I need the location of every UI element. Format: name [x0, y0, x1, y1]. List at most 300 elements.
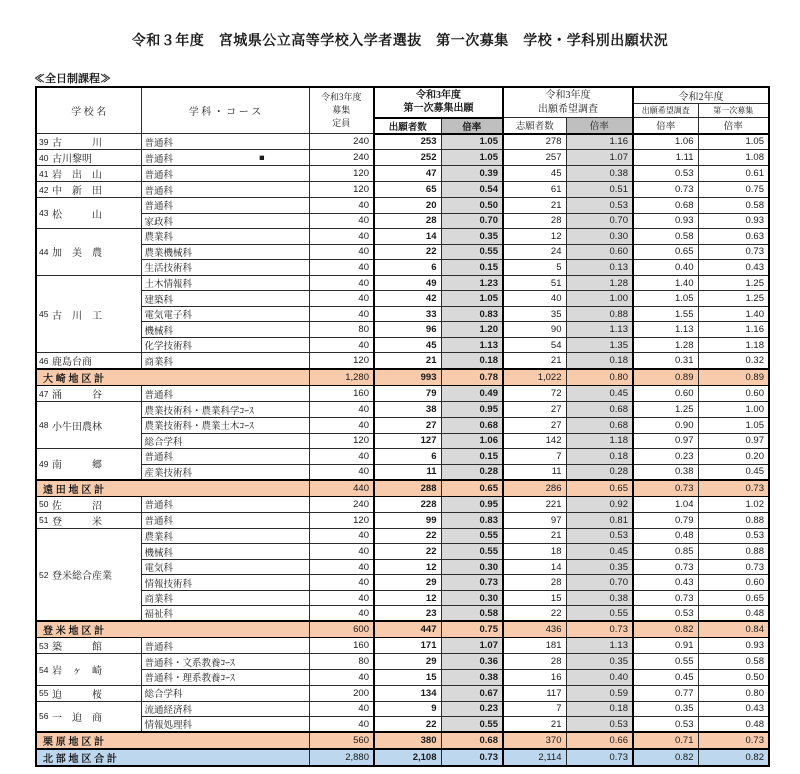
course-cell: [141, 464, 309, 480]
capacity-cell: 40: [309, 260, 374, 276]
survey-ratio-cell: 0.28: [566, 464, 633, 480]
ratio-cell: 0.35: [441, 229, 503, 245]
r2-first-ratio-cell: 0.75: [698, 182, 769, 198]
r2-first-ratio-cell: 0.63: [698, 229, 769, 245]
course-cell: [141, 575, 309, 591]
survey-ratio-cell: 0.18: [566, 449, 633, 465]
capacity-cell: 1,280: [309, 369, 374, 386]
survey-ratio-cell: 0.81: [566, 512, 633, 528]
school-name: 加 美 農: [52, 248, 102, 260]
course-name: 情報技術科: [144, 579, 193, 590]
ratio-cell: 0.49: [441, 386, 503, 402]
course-cell: [141, 433, 309, 449]
capacity-cell: 40: [309, 717, 374, 733]
survey-ratio-cell: 0.51: [566, 182, 633, 198]
school-number: 44: [39, 246, 49, 257]
applicants-cell: 22: [374, 544, 441, 560]
r2-first-ratio-cell: 0.84: [698, 621, 769, 638]
applicants-cell: 447: [374, 621, 441, 638]
survey-ratio-cell: 0.59: [566, 685, 633, 701]
ratio-cell: 1.06: [441, 433, 503, 449]
header-row-1: [36, 87, 769, 104]
applicants-cell: 11: [374, 464, 441, 480]
course-name: 化学技術科: [144, 342, 193, 353]
capacity-cell: 40: [309, 449, 374, 465]
course-name: 建築科: [144, 295, 174, 306]
table-header: [36, 87, 769, 134]
course-name: 普通科: [144, 138, 174, 149]
applicants-cell: 29: [374, 654, 441, 670]
applicants-cell: 23: [374, 606, 441, 622]
table-row: [36, 528, 769, 544]
course-name: 普通科・理系教養ｺｰｽ: [144, 674, 235, 685]
survey-ratio-cell: 1.16: [566, 134, 633, 150]
capacity-cell: 40: [309, 670, 374, 686]
course-cell: [141, 337, 309, 353]
ratio-cell: 0.95: [441, 496, 503, 512]
r2-first-ratio-cell: 0.80: [698, 685, 769, 701]
applicants-cell: 134: [374, 685, 441, 701]
survey-ratio-cell: 0.80: [566, 369, 633, 386]
r2-first-ratio-cell: 0.65: [698, 590, 769, 606]
course-cell: [141, 213, 309, 229]
survey-ratio-cell: 0.68: [566, 402, 633, 418]
table-row: [36, 306, 769, 322]
survey-cell: 221: [503, 496, 566, 512]
capacity-cell: 40: [309, 244, 374, 260]
r2-survey-ratio-cell: 0.73: [633, 480, 698, 497]
applicants-cell: 253: [374, 134, 441, 150]
course-name: 産業技術科: [144, 468, 193, 479]
survey-cell: 7: [503, 449, 566, 465]
course-name: 普通科: [144, 186, 174, 197]
table-row: [36, 464, 769, 480]
r2-first-ratio-cell: 0.73: [698, 732, 769, 749]
school-number: 55: [39, 688, 49, 699]
r2-first-ratio-cell: 1.25: [698, 275, 769, 291]
school-number: 56: [39, 711, 49, 722]
survey-cell: 16: [503, 670, 566, 686]
r2-survey-ratio-cell: 0.89: [633, 369, 698, 386]
survey-cell: 181: [503, 638, 566, 654]
r2-first-ratio-cell: 0.53: [698, 528, 769, 544]
school-cell: [36, 166, 141, 182]
survey-ratio-cell: 0.53: [566, 528, 633, 544]
survey-ratio-cell: 0.38: [566, 166, 633, 182]
course-name: 総合学科: [144, 690, 183, 701]
survey-ratio-cell: 0.45: [566, 386, 633, 402]
survey-ratio-cell: 0.70: [566, 213, 633, 229]
capacity-cell: 40: [309, 402, 374, 418]
course-cell: [141, 353, 309, 370]
school-cell: [36, 275, 141, 353]
applicants-cell: 6: [374, 449, 441, 465]
page-title: 令和３年度 宮城県公立高等学校入学者選抜 第一次募集 学校・学科別出願状況: [131, 34, 669, 49]
school-number: 47: [39, 388, 49, 399]
survey-cell: 2,114: [503, 749, 566, 766]
survey-ratio-cell: 1.35: [566, 337, 633, 353]
r2-survey-ratio-cell: 0.93: [633, 213, 698, 229]
survey-ratio-cell: 0.73: [566, 621, 633, 638]
school-cell: [36, 701, 141, 732]
school-cell: [36, 198, 141, 229]
r3-first-line1: 令和3年度: [416, 89, 461, 101]
survey-cell: 18: [503, 544, 566, 560]
survey-cell: 28: [503, 213, 566, 229]
capacity-cell: 120: [309, 182, 374, 198]
ratio-cell: 0.39: [441, 166, 503, 182]
applicants-cell: 14: [374, 229, 441, 245]
district-label: 遠 田 地 区 計: [36, 480, 309, 497]
r2-first-ratio-cell: 0.20: [698, 449, 769, 465]
applicants-cell: 22: [374, 244, 441, 260]
school-number: 54: [39, 664, 49, 675]
school-name: 登 米: [52, 516, 102, 528]
applicants-cell: 288: [374, 480, 441, 497]
school-number: 43: [39, 208, 49, 219]
course-cell: [141, 260, 309, 276]
r2-first-ratio-cell: 0.93: [698, 638, 769, 654]
ratio-cell: 0.58: [441, 606, 503, 622]
r2-first-ratio-cell: 0.43: [698, 260, 769, 276]
survey-cell: 54: [503, 337, 566, 353]
applicants-cell: 42: [374, 291, 441, 307]
table-row: [36, 260, 769, 276]
table-row: [36, 606, 769, 622]
survey-cell: 21: [503, 353, 566, 370]
survey-cell: 27: [503, 418, 566, 434]
group-header-r2: 令和2年度: [633, 87, 769, 104]
table-row: [36, 291, 769, 307]
r2-survey-ratio-cell: 1.05: [633, 291, 698, 307]
applicants-cell: 12: [374, 590, 441, 606]
course-cell: [141, 670, 309, 686]
table-row: [36, 654, 769, 670]
applicants-cell: 171: [374, 638, 441, 654]
course-name: 福祉科: [144, 610, 174, 621]
survey-cell: 27: [503, 402, 566, 418]
ratio-cell: 1.05: [441, 134, 503, 150]
applicants-cell: 127: [374, 433, 441, 449]
survey-cell: 90: [503, 322, 566, 338]
survey-cell: 11: [503, 464, 566, 480]
capacity-header-line2: 募集: [332, 105, 351, 115]
r2-survey-ratio-cell: 0.58: [633, 229, 698, 245]
applicants-cell: 252: [374, 150, 441, 166]
r2-first-ratio-cell: 0.73: [698, 480, 769, 497]
table-row: [36, 544, 769, 560]
table-row: [36, 386, 769, 402]
course-cell: [141, 512, 309, 528]
school-name: 中 新 田: [52, 186, 102, 197]
capacity-cell: 40: [309, 528, 374, 544]
survey-ratio-cell: 0.55: [566, 606, 633, 622]
r2-survey-ratio-cell: 1.13: [633, 322, 698, 338]
survey-ratio-cell: 0.38: [566, 590, 633, 606]
r2-survey-ratio-cell: 0.53: [633, 166, 698, 182]
survey-ratio-cell: 0.30: [566, 229, 633, 245]
table-row: [36, 244, 769, 260]
applicants-cell: 49: [374, 275, 441, 291]
survey-cell: 117: [503, 685, 566, 701]
course-name: 商業科: [144, 357, 174, 368]
course-cell: [141, 306, 309, 322]
capacity-cell: 240: [309, 134, 374, 150]
ratio-cell: 0.83: [441, 306, 503, 322]
r2-survey-ratio-cell: 1.28: [633, 337, 698, 353]
r2-first-ratio-cell: 0.88: [698, 544, 769, 560]
capacity-cell: 40: [309, 229, 374, 245]
survey-cell: 21: [503, 198, 566, 214]
course-name: 農業技術科・農業科学ｺｰｽ: [144, 406, 254, 417]
r2-first-ratio-cell: 0.32: [698, 353, 769, 370]
r2-first-ratio-cell: 0.93: [698, 213, 769, 229]
applicants-cell: 28: [374, 213, 441, 229]
capacity-cell: 2,880: [309, 749, 374, 766]
course-name: 総合学科: [144, 437, 183, 448]
r2-survey-ratio-cell: 1.25: [633, 402, 698, 418]
course-name: 機械科: [144, 548, 174, 559]
survey-ratio-cell: 0.92: [566, 496, 633, 512]
school-number: 41: [39, 168, 49, 179]
school-cell: [36, 402, 141, 449]
course-name: 農業機械科: [144, 248, 193, 259]
r2-survey-ratio-cell: 0.68: [633, 198, 698, 214]
r2-survey-ratio-cell: 0.73: [633, 590, 698, 606]
r2-first-ratio-cell: 0.97: [698, 433, 769, 449]
school-name: 小牛田農林: [52, 421, 102, 433]
school-number: 50: [39, 499, 49, 510]
survey-cell: 24: [503, 244, 566, 260]
r3-survey-line2: 出願希望調査: [538, 103, 598, 115]
table-row: [36, 638, 769, 654]
table-row: [36, 670, 769, 686]
applicants-cell: 380: [374, 732, 441, 749]
capacity-cell: 40: [309, 606, 374, 622]
r2-survey-ratio-cell: 0.73: [633, 182, 698, 198]
r2-first-ratio-cell: 1.25: [698, 291, 769, 307]
col-header-candidates: 志願者数: [503, 118, 566, 134]
survey-cell: 22: [503, 606, 566, 622]
applicants-cell: 12: [374, 559, 441, 575]
course-cell: [141, 559, 309, 575]
r2-first-ratio-cell: 0.43: [698, 701, 769, 717]
survey-cell: 7: [503, 701, 566, 717]
r2-first-ratio-cell: 0.48: [698, 717, 769, 733]
capacity-cell: 40: [309, 418, 374, 434]
school-number: 52: [39, 569, 49, 580]
course-name: 電気電子科: [144, 311, 193, 322]
col-header-capacity: [309, 87, 374, 134]
survey-ratio-cell: 0.66: [566, 732, 633, 749]
survey-cell: 15: [503, 590, 566, 606]
survey-cell: 257: [503, 150, 566, 166]
survey-cell: 40: [503, 291, 566, 307]
course-cell: [141, 244, 309, 260]
course-cell: [141, 322, 309, 338]
course-name: 普通科: [144, 390, 174, 401]
survey-ratio-cell: 0.35: [566, 559, 633, 575]
school-cell: [36, 229, 141, 276]
course-name: 農業技術科・農業土木ｺｰｽ: [144, 422, 254, 433]
capacity-cell: 120: [309, 433, 374, 449]
col-header-r2-survey: 出願希望調査: [633, 104, 698, 118]
table-row: [36, 701, 769, 717]
group-header-r3-first-recruitment: [374, 87, 503, 118]
ratio-cell: 0.55: [441, 244, 503, 260]
course-cell: [141, 134, 309, 150]
r3-survey-line1: 令和3年度: [545, 90, 591, 101]
school-name: 松 山: [52, 209, 102, 221]
subtotal-row: [36, 621, 769, 638]
survey-cell: 1,022: [503, 369, 566, 386]
school-name: 築 館: [52, 642, 102, 654]
survey-cell: 5: [503, 260, 566, 276]
capacity-header-line3: 定員: [332, 118, 351, 128]
table-row: [36, 685, 769, 701]
ratio-cell: 0.73: [441, 575, 503, 591]
table-row: [36, 512, 769, 528]
r3-first-line2: 第一次募集出願: [403, 103, 474, 115]
ratio-cell: 0.67: [441, 685, 503, 701]
ratio-cell: 1.07: [441, 638, 503, 654]
r2-survey-ratio-cell: 0.53: [633, 717, 698, 733]
ratio-cell: 0.38: [441, 670, 503, 686]
table-row: [36, 449, 769, 465]
ratio-cell: 0.36: [441, 654, 503, 670]
ratio-cell: 0.70: [441, 213, 503, 229]
r2-survey-ratio-cell: 0.38: [633, 464, 698, 480]
course-name: 家政科: [144, 217, 174, 228]
r2-first-ratio-cell: 0.50: [698, 670, 769, 686]
capacity-cell: 200: [309, 685, 374, 701]
capacity-cell: 160: [309, 638, 374, 654]
application-status-table: [35, 86, 770, 767]
r2-first-ratio-cell: 1.02: [698, 496, 769, 512]
course-cell: [141, 449, 309, 465]
school-number: 53: [39, 640, 49, 651]
total-row: [36, 749, 769, 766]
course-cell: [141, 150, 309, 166]
table-row: [36, 433, 769, 449]
school-cell: [36, 654, 141, 685]
capacity-cell: 240: [309, 496, 374, 512]
capacity-cell: 40: [309, 575, 374, 591]
table-row: [36, 402, 769, 418]
applicants-cell: 22: [374, 528, 441, 544]
school-number: 46: [39, 355, 49, 366]
applicants-cell: 228: [374, 496, 441, 512]
applicants-cell: 9: [374, 701, 441, 717]
ratio-cell: 1.05: [441, 150, 503, 166]
survey-ratio-cell: 0.35: [566, 654, 633, 670]
r2-survey-ratio-cell: 1.04: [633, 496, 698, 512]
ratio-cell: 0.28: [441, 464, 503, 480]
r2-first-ratio-cell: 0.48: [698, 606, 769, 622]
course-cell: [141, 528, 309, 544]
applicants-cell: 27: [374, 418, 441, 434]
course-name: 機械科: [144, 326, 174, 337]
survey-ratio-cell: 0.65: [566, 480, 633, 497]
school-cell: [36, 134, 141, 150]
r2-first-ratio-cell: 0.58: [698, 198, 769, 214]
r2-survey-ratio-cell: 0.53: [633, 606, 698, 622]
survey-ratio-cell: 0.60: [566, 244, 633, 260]
r2-first-ratio-cell: 1.00: [698, 402, 769, 418]
survey-ratio-cell: 1.13: [566, 638, 633, 654]
district-label: 北 部 地 区 合 計: [36, 749, 309, 766]
capacity-cell: 40: [309, 464, 374, 480]
col-header-course: 学 科 ・ コ ー ス: [141, 87, 309, 134]
subtotal-row: [36, 369, 769, 386]
survey-cell: 370: [503, 732, 566, 749]
course-name: 商業科: [144, 595, 174, 606]
r2-survey-ratio-cell: 0.31: [633, 353, 698, 370]
course-cell: [141, 166, 309, 182]
course-cell: [141, 229, 309, 245]
r2-first-ratio-cell: 0.60: [698, 575, 769, 591]
capacity-cell: 40: [309, 275, 374, 291]
school-number: 40: [39, 152, 49, 163]
capacity-cell: 40: [309, 544, 374, 560]
table-row: [36, 337, 769, 353]
r2-survey-ratio-cell: 0.77: [633, 685, 698, 701]
survey-ratio-cell: 0.45: [566, 544, 633, 560]
applicants-cell: 47: [374, 166, 441, 182]
r2-survey-ratio-cell: 0.43: [633, 575, 698, 591]
ratio-cell: 0.65: [441, 480, 503, 497]
capacity-cell: 440: [309, 480, 374, 497]
r2-survey-ratio-cell: 1.55: [633, 306, 698, 322]
ratio-cell: 0.55: [441, 717, 503, 733]
ratio-cell: 1.05: [441, 291, 503, 307]
course-name: 普通科: [144, 202, 174, 213]
school-number: 42: [39, 184, 49, 195]
survey-cell: 14: [503, 559, 566, 575]
col-header-ratio-first: 倍率: [441, 118, 503, 134]
ratio-cell: 0.30: [441, 590, 503, 606]
applicants-cell: 45: [374, 337, 441, 353]
combined-selection-mark: ■: [259, 152, 265, 162]
school-cell: [36, 353, 141, 370]
applicants-cell: 38: [374, 402, 441, 418]
table-row: [36, 418, 769, 434]
survey-cell: 97: [503, 512, 566, 528]
school-name: 南 郷: [52, 460, 102, 472]
applicants-cell: 96: [374, 322, 441, 338]
r2-first-ratio-cell: 1.05: [698, 418, 769, 434]
table-row: [36, 213, 769, 229]
r2-first-ratio-cell: 1.16: [698, 322, 769, 338]
program-subtitle: ≪全日制課程≫: [34, 73, 111, 85]
ratio-cell: 0.55: [441, 528, 503, 544]
school-number: 48: [39, 420, 49, 431]
r2-survey-ratio-cell: 0.48: [633, 528, 698, 544]
course-name: 電気科: [144, 564, 174, 575]
r2-first-ratio-cell: 0.89: [698, 369, 769, 386]
r2-survey-ratio-cell: 0.91: [633, 638, 698, 654]
school-name: 佐 沼: [52, 500, 102, 512]
capacity-cell: 40: [309, 213, 374, 229]
school-name: 迫 桜: [52, 689, 102, 701]
ratio-cell: 0.30: [441, 559, 503, 575]
course-cell: [141, 606, 309, 622]
r2-first-ratio-cell: 1.05: [698, 134, 769, 150]
r2-first-ratio-cell: 1.40: [698, 306, 769, 322]
course-cell: [141, 275, 309, 291]
capacity-cell: 40: [309, 337, 374, 353]
group-header-r3-survey: [503, 87, 633, 118]
